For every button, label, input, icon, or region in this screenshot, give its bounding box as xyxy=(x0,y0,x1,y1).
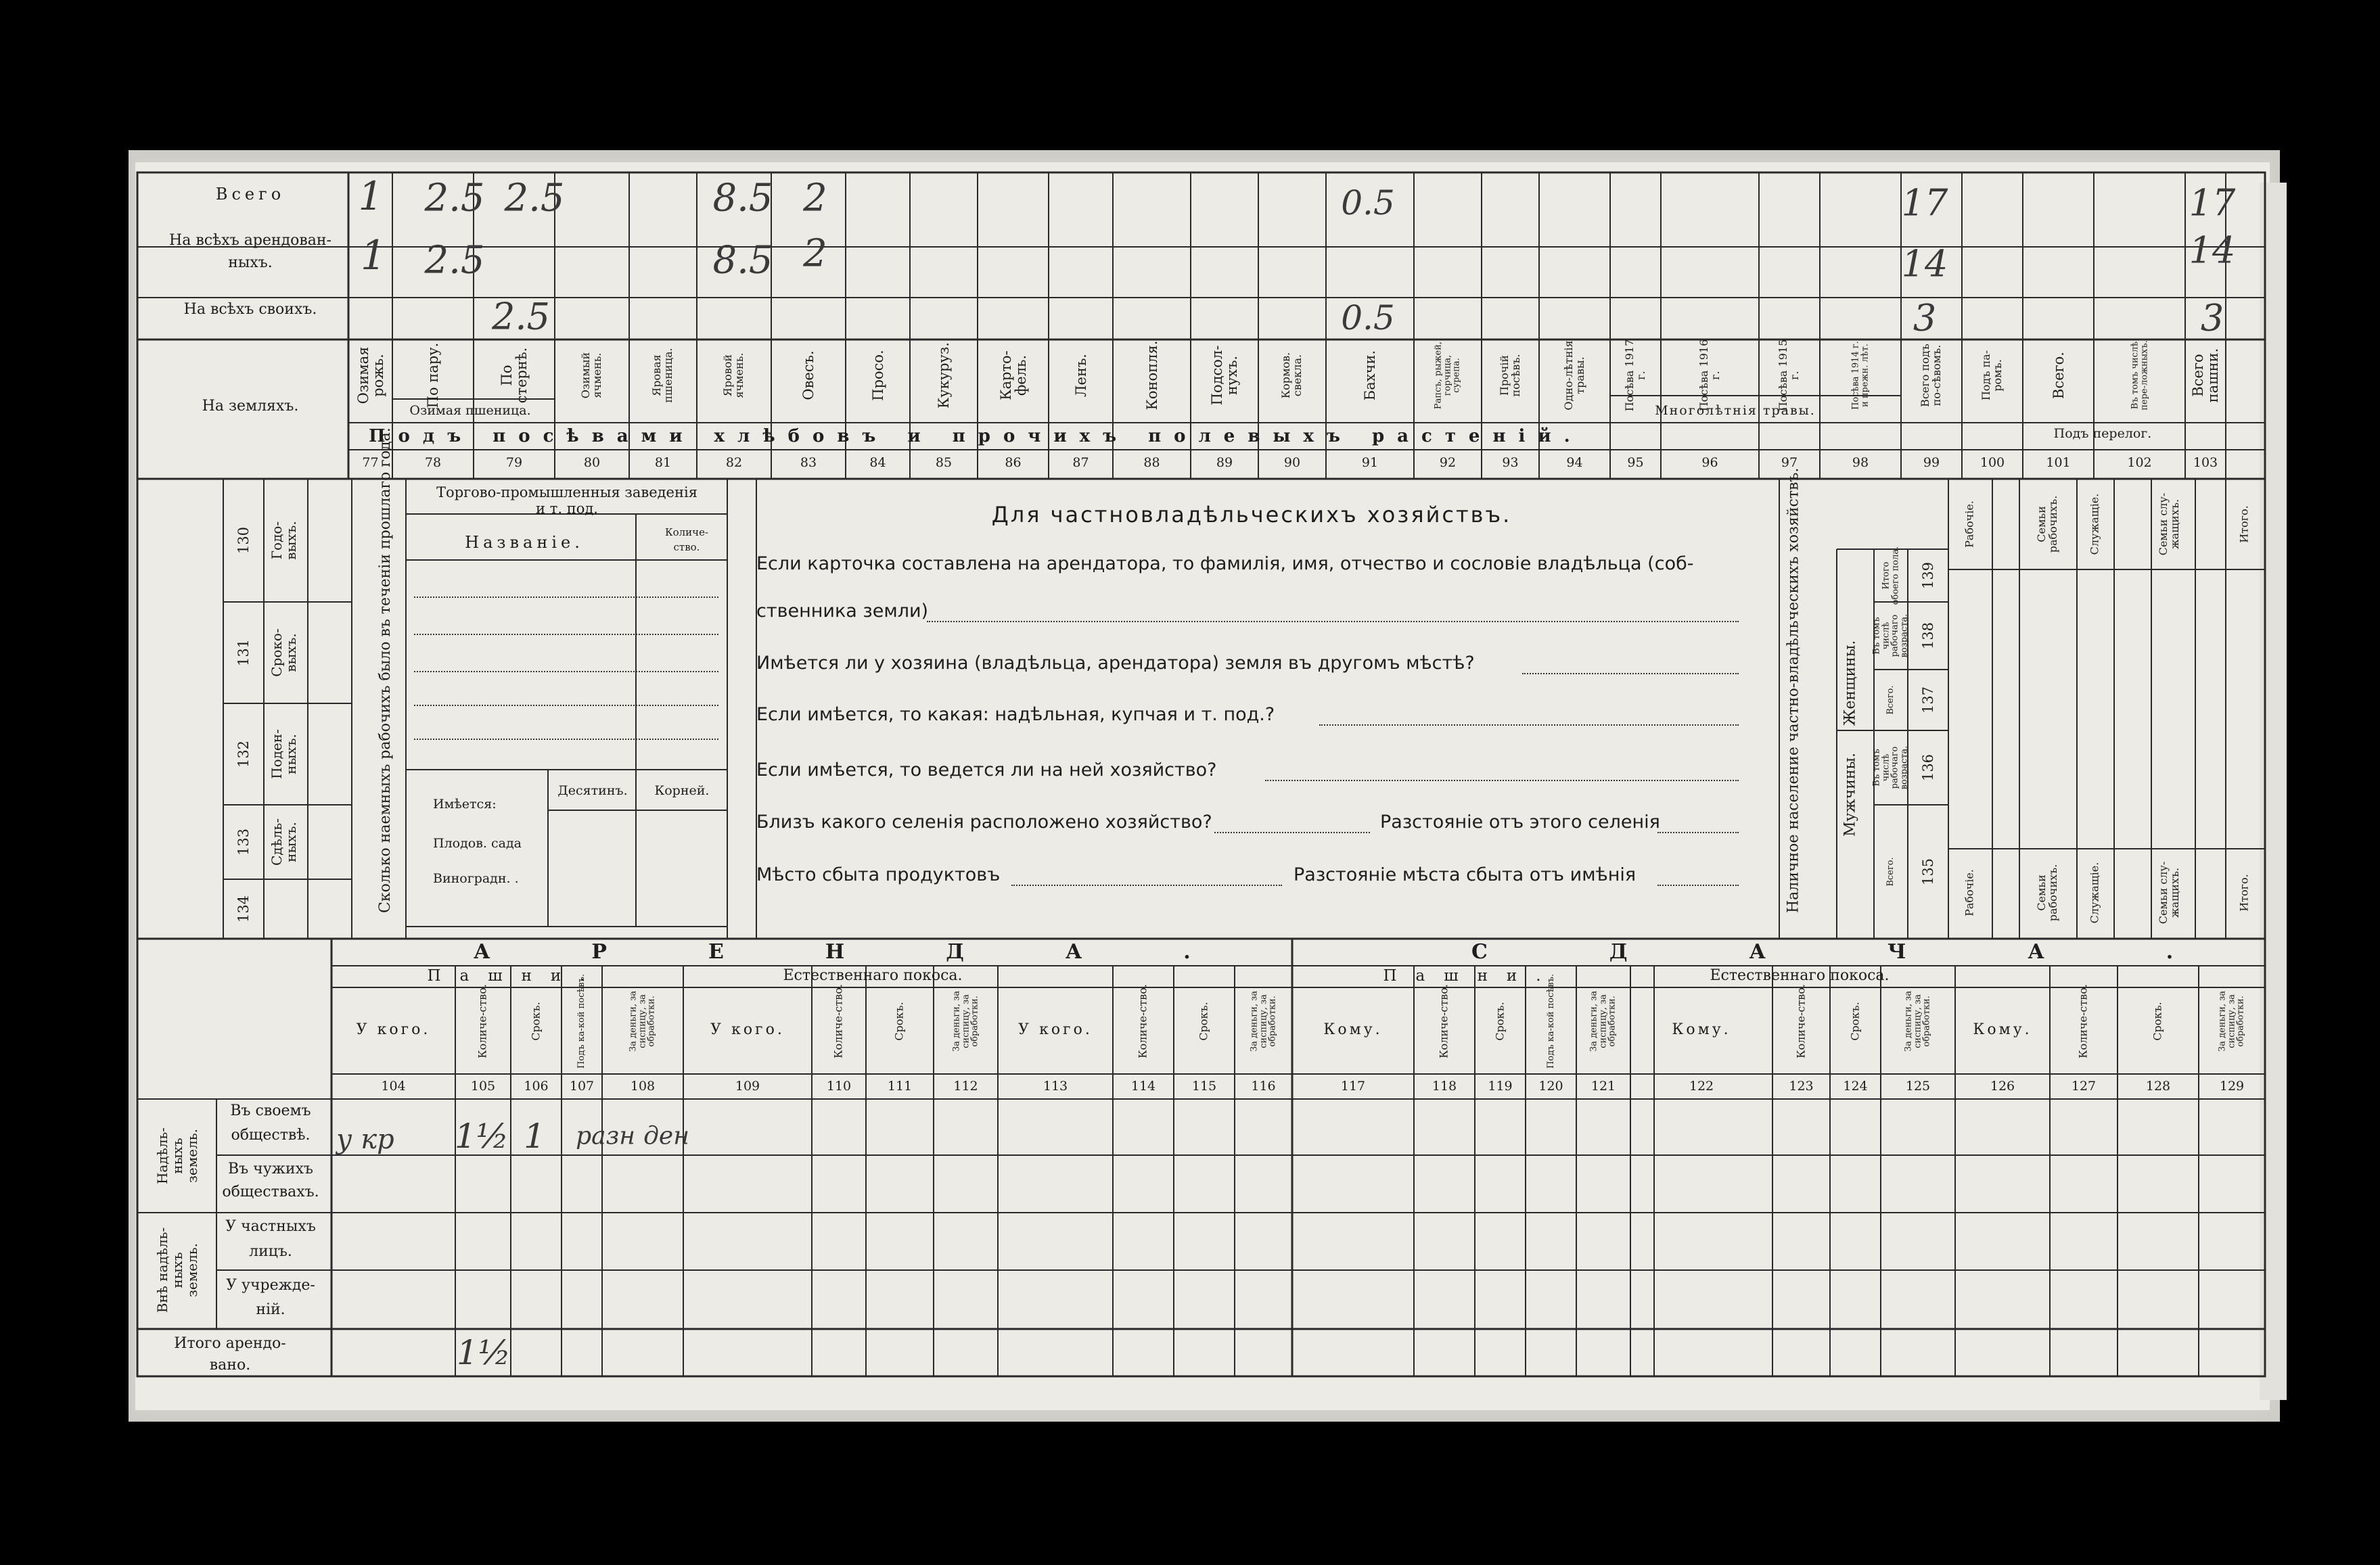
column-number-102: 102 xyxy=(2127,455,2152,470)
right-column-footer-2: Служащіе. xyxy=(2088,862,2101,924)
arenda-title: АРЕНДА. xyxy=(474,940,1292,964)
column-header-106: Срокъ. xyxy=(529,1002,543,1041)
column-number-110: 110 xyxy=(826,1079,852,1094)
row-other-societies-2: обществахъ. xyxy=(222,1184,319,1200)
column-header-127: Количе-ство. xyxy=(2076,984,2090,1058)
trade-name-header: Названіе. xyxy=(465,533,584,552)
column-number-106: 106 xyxy=(524,1079,549,1094)
row-institutions: У учрежде- xyxy=(226,1277,315,1294)
column-number-79: 79 xyxy=(505,455,523,470)
answer-line-other-land[interactable] xyxy=(1522,672,1739,674)
column-header-86: Карто-фель. xyxy=(997,350,1029,400)
column-number-130: 130 xyxy=(235,526,252,555)
column-header-124: Срокъ. xyxy=(1848,1002,1862,1041)
column-header-107: Подъ ка-кой посѣвъ. xyxy=(576,974,587,1069)
right-column-footer-0: Рабочіе. xyxy=(1963,869,1976,916)
right-column-footer-1: Семьи рабочихъ. xyxy=(2035,864,2059,922)
hand-own-91: 0.5 xyxy=(1341,298,1395,337)
hand-rented-77: 1 xyxy=(360,232,387,279)
column-header-90: Кормов. свекла. xyxy=(1279,352,1304,399)
column-number-127: 127 xyxy=(2071,1079,2097,1094)
column-number-135: 135 xyxy=(1919,858,1936,886)
question-land-kind: Если имѣется, то какая: надѣльная, купчая и т. под.? xyxy=(756,704,1275,725)
hand-total-78: 2.5 xyxy=(424,176,485,220)
men-label: Мужчины. xyxy=(1841,752,1859,837)
row-label-lands: На земляхъ. xyxy=(202,398,299,415)
column-number-134: 134 xyxy=(235,895,252,923)
sdacha-arable: Пашни. xyxy=(1383,967,1560,985)
right-column-footer-4: Итого. xyxy=(2237,874,2251,912)
answer-line-owner[interactable] xyxy=(927,620,1739,622)
column-header-112: За деньги, за сиспицу, за обработки. xyxy=(951,991,980,1052)
column-number-84: 84 xyxy=(869,455,886,470)
column-header-118: Количе-ство. xyxy=(1437,984,1450,1058)
column-header-123: Количе-ство. xyxy=(1794,984,1808,1058)
column-number-88: 88 xyxy=(1143,455,1160,470)
column-header-130: Годо-выхъ. xyxy=(269,521,299,560)
column-number-78: 78 xyxy=(424,455,442,470)
column-header-120: Подъ ка-кой посѣвъ. xyxy=(1545,974,1556,1069)
row-own-society: Въ своемъ xyxy=(230,1102,311,1119)
column-header-113: У кого. xyxy=(1018,1021,1093,1038)
sdacha-hayfield: Естественнаго покоса. xyxy=(1710,967,1890,984)
right-column-header-4: Итого. xyxy=(2237,505,2251,543)
column-number-121: 121 xyxy=(1591,1079,1616,1094)
column-number-123: 123 xyxy=(1789,1079,1814,1094)
group-non-allotment: Внѣ надѣль- ныхъ земель. xyxy=(154,1227,200,1313)
column-number-133: 133 xyxy=(235,828,252,856)
group-perennial-grass: Многолѣтнія травы. xyxy=(1655,403,1816,418)
column-header-82: Яровой ячмень. xyxy=(721,352,746,398)
column-number-115: 115 xyxy=(1191,1079,1217,1094)
column-header-101: Всего. xyxy=(2050,352,2067,399)
column-header-84: Просо. xyxy=(869,350,886,401)
column-number-97: 97 xyxy=(1781,455,1798,470)
column-number-89: 89 xyxy=(1216,455,1233,470)
column-header-102: Въ томъ числѣ пере-ложныхъ. xyxy=(2129,340,2149,411)
trade-title: Торгово-промышленныя заведенія xyxy=(436,484,697,500)
hand-rented-82: 8.5 xyxy=(712,238,773,283)
hand-total-77: 1 xyxy=(358,173,384,219)
column-number-80: 80 xyxy=(583,455,601,470)
arenda-arable: Пашни. xyxy=(427,967,604,985)
trade-qty-header: Количе- xyxy=(664,526,709,538)
row-total-rented: Итого арендо- xyxy=(174,1335,286,1352)
right-column-header-2: Служащіе. xyxy=(2088,493,2101,555)
hand-rented-78: 2.5 xyxy=(424,238,485,283)
hand-total-105: 1½ xyxy=(456,1333,511,1372)
column-header-79: По стернѣ. xyxy=(498,347,530,404)
column-header-91: Бахчи. xyxy=(1361,350,1378,401)
column-number-118: 118 xyxy=(1432,1079,1457,1094)
column-header-128: Срокъ. xyxy=(2151,1002,2164,1041)
question-market-distance: Разстояніе мѣста сбыта отъ имѣнія xyxy=(1294,864,1637,885)
column-number-112: 112 xyxy=(953,1079,978,1094)
hand-own-society-108: ден xyxy=(643,1122,689,1150)
column-number-125: 125 xyxy=(1905,1079,1931,1094)
has-label: Имѣется: xyxy=(433,797,497,812)
column-header-137: Всего. xyxy=(1885,685,1896,715)
column-header-103: Всего пашни. xyxy=(2189,348,2221,403)
orchards-label: Плодов. сада xyxy=(433,836,522,851)
women-label: Женщины. xyxy=(1841,640,1859,726)
row-label-rented-2: ныхъ. xyxy=(228,254,273,271)
trade-title-2: и т. под. xyxy=(536,500,598,517)
vineyards-label: Виноградн. . xyxy=(433,871,519,886)
right-column-header-1: Семьи рабочихъ. xyxy=(2035,495,2059,553)
row-label-total: Всего xyxy=(215,185,285,204)
column-number-132: 132 xyxy=(235,740,252,768)
column-header-97: Посѣва 1915 г. xyxy=(1777,339,1801,412)
hand-total-99: 17 xyxy=(1901,181,1948,225)
column-number-90: 90 xyxy=(1283,455,1301,470)
column-header-122: Кому. xyxy=(1672,1021,1731,1038)
hand-own-society-105: 1½ xyxy=(454,1117,509,1156)
right-column-header-0: Рабочіе. xyxy=(1963,500,1976,548)
column-number-77: 77 xyxy=(362,455,379,470)
column-number-96: 96 xyxy=(1701,455,1718,470)
hand-total-82: 8.5 xyxy=(712,176,773,220)
column-number-93: 93 xyxy=(1502,455,1519,470)
column-header-136: Въ томъ числѣ рабочаго возраста. xyxy=(1871,745,1910,790)
column-number-137: 137 xyxy=(1919,686,1936,714)
right-column-footer-3: Семьи слу-жащихъ. xyxy=(2157,861,2181,925)
answer-line-village-distance[interactable] xyxy=(1657,831,1739,833)
answer-line-farming[interactable] xyxy=(1265,778,1739,781)
column-header-85: Кукуруз. xyxy=(935,342,952,409)
column-number-116: 116 xyxy=(1251,1079,1276,1094)
column-header-78: По пару. xyxy=(424,342,441,408)
column-header-80: Озимый ячмень. xyxy=(579,352,603,399)
column-header-96: Посѣва 1916 г. xyxy=(1697,339,1722,412)
column-number-109: 109 xyxy=(735,1079,760,1094)
answer-line-market-distance[interactable] xyxy=(1657,883,1739,886)
trade-qty-header-2: ство. xyxy=(673,541,700,553)
column-number-82: 82 xyxy=(725,455,743,470)
row-other-societies: Въ чужихъ xyxy=(228,1161,313,1177)
hand-rented-83: 2 xyxy=(803,231,827,276)
hand-rented-103: 14 xyxy=(2189,229,2236,272)
column-number-113: 113 xyxy=(1043,1079,1068,1094)
answer-line-market[interactable] xyxy=(1011,883,1282,886)
column-header-126: Кому. xyxy=(1973,1021,2032,1038)
column-number-124: 124 xyxy=(1843,1079,1868,1094)
column-number-81: 81 xyxy=(654,455,672,470)
hand-own-society-106: 1 xyxy=(524,1117,545,1156)
column-number-126: 126 xyxy=(1990,1079,2015,1094)
hand-total-91: 0.5 xyxy=(1341,183,1395,223)
question-other-land: Имѣется ли у хозяина (владѣльца, арендатора) земля въ другомъ мѣстѣ? xyxy=(756,653,1475,674)
column-header-77: Озимая рожь. xyxy=(354,346,386,404)
group-winter-wheat: Озимая пшеница. xyxy=(409,403,531,418)
sdacha-title: СДАЧА. xyxy=(1471,940,2295,964)
row-own-society-2: обществѣ. xyxy=(231,1127,311,1144)
column-header-92: Рапсъ, рыжей, горчица, сурепа. xyxy=(1433,341,1462,410)
question-owner-2: ственника земли) xyxy=(756,601,929,622)
trade-entry-line[interactable] xyxy=(414,632,718,635)
banner-crops: Подъ посѣвами хлѣбовъ и прочихъ полевыхъ растеній. xyxy=(369,426,1583,446)
column-header-131: Сроко-выхъ. xyxy=(269,628,299,677)
column-header-125: За деньги, за сиспицу, за обработки. xyxy=(1903,991,1932,1052)
column-number-119: 119 xyxy=(1488,1079,1513,1094)
hand-total-83: 2 xyxy=(803,176,827,220)
column-header-111: Срокъ. xyxy=(892,1002,906,1041)
column-number-99: 99 xyxy=(1923,455,1940,470)
right-column-header-3: Семьи слу-жащихъ. xyxy=(2157,492,2181,556)
column-number-83: 83 xyxy=(800,455,817,470)
column-header-135: Всего. xyxy=(1885,857,1896,887)
roots-header: Корней. xyxy=(654,783,710,798)
column-number-122: 122 xyxy=(1689,1079,1714,1094)
trade-entry-line[interactable] xyxy=(414,670,718,672)
trade-entry-line[interactable] xyxy=(414,595,718,598)
question-farming: Если имѣется, то ведется ли на ней хозяйство? xyxy=(756,760,1217,780)
row-total-rented-2: вано. xyxy=(209,1357,251,1374)
column-number-104: 104 xyxy=(381,1079,406,1094)
column-header-99: Всего подъ по-сѣвомъ. xyxy=(1919,344,1943,407)
hand-own-99: 3 xyxy=(1913,296,1937,340)
column-header-89: Подсол-нухъ. xyxy=(1208,345,1240,406)
column-header-95: Посѣва 1917 г. xyxy=(1622,339,1647,412)
group-allotment: Надѣль- ныхъ земель. xyxy=(154,1127,200,1185)
question-owner: Если карточка составлена на арендатора, то фамилія, имя, отчество и сословіе владѣльца (соб- xyxy=(756,553,1694,574)
column-header-105: Количе-ство. xyxy=(476,984,489,1058)
group-fallow: Подъ перелог. xyxy=(2053,426,2152,441)
hand-own-society-107: разн xyxy=(576,1122,635,1150)
column-number-111: 111 xyxy=(887,1079,913,1094)
column-number-138: 138 xyxy=(1919,622,1936,650)
column-header-115: Срокъ. xyxy=(1197,1002,1210,1041)
column-header-110: Количе-ство. xyxy=(831,984,845,1058)
column-header-132: Поден-ныхъ. xyxy=(269,729,299,779)
column-number-86: 86 xyxy=(1005,455,1022,470)
question-village: Близъ какого селенія расположено хозяйство? xyxy=(756,812,1212,833)
arenda-hayfield: Естественнаго покоса. xyxy=(783,967,963,984)
column-number-139: 139 xyxy=(1919,561,1936,590)
column-header-116: За деньги, за сиспицу, за обработки. xyxy=(1249,991,1278,1052)
column-header-83: Овесъ. xyxy=(800,350,817,400)
hand-own-society-104: у кр xyxy=(336,1124,394,1155)
row-private: У частныхъ xyxy=(225,1218,316,1235)
column-number-100: 100 xyxy=(1979,455,2005,470)
column-header-98: Посѣва 1914 г. и прежн. лѣт. xyxy=(1850,341,1870,410)
column-number-136: 136 xyxy=(1919,753,1936,782)
column-number-128: 128 xyxy=(2145,1079,2171,1094)
column-number-101: 101 xyxy=(2046,455,2071,470)
column-header-129: За деньги, за сиспицу, за обработки. xyxy=(2217,991,2246,1052)
row-private-2: лицъ. xyxy=(249,1243,292,1260)
column-number-117: 117 xyxy=(1340,1079,1366,1094)
column-number-91: 91 xyxy=(1361,455,1379,470)
hand-own-79: 2.5 xyxy=(492,295,550,338)
column-header-104: У кого. xyxy=(356,1021,431,1038)
column-number-103: 103 xyxy=(2193,455,2218,470)
question-village-distance: Разстояніе отъ этого селенія xyxy=(1380,812,1660,833)
row-label-own: На всѣхъ своихъ. xyxy=(183,301,317,318)
answer-line-village[interactable] xyxy=(1214,831,1370,833)
column-header-93: Прочій посѣвъ. xyxy=(1497,354,1522,397)
trade-entry-line[interactable] xyxy=(414,703,718,706)
column-number-131: 131 xyxy=(235,638,252,667)
column-number-120: 120 xyxy=(1538,1079,1563,1094)
column-header-138: Въ томъ числѣ рабочаго возраста. xyxy=(1871,613,1910,658)
hand-rented-99: 14 xyxy=(1901,242,1948,285)
answer-line-land-kind[interactable] xyxy=(1319,723,1739,726)
column-number-107: 107 xyxy=(569,1079,595,1094)
column-header-117: Кому. xyxy=(1323,1021,1383,1038)
workers-title: Сколько наемныхъ рабочихъ было въ теченіи прошлаго года. xyxy=(377,427,394,913)
column-header-88: Конопля. xyxy=(1143,340,1160,411)
column-number-98: 98 xyxy=(1852,455,1869,470)
dessiatin-header: Десятинъ. xyxy=(557,783,628,798)
column-number-105: 105 xyxy=(470,1079,496,1094)
column-number-114: 114 xyxy=(1130,1079,1156,1094)
population-title: Наличное население частно-владѣльческихъ хозяйствъ. xyxy=(1785,467,1802,913)
column-header-100: Подъ па-ромъ. xyxy=(1979,350,2004,401)
column-header-87: Ленъ. xyxy=(1072,354,1089,397)
hand-total-103: 17 xyxy=(2189,181,2236,225)
column-number-129: 129 xyxy=(2219,1079,2245,1094)
column-number-95: 95 xyxy=(1627,455,1644,470)
column-header-109: У кого. xyxy=(710,1021,785,1038)
hand-own-103: 3 xyxy=(2200,296,2224,340)
hand-total-79: 2.5 xyxy=(504,176,565,220)
trade-entry-line[interactable] xyxy=(414,737,718,740)
column-header-121: За деньги, за сиспицу, за обработки. xyxy=(1588,991,1618,1052)
column-number-108: 108 xyxy=(630,1079,656,1094)
column-header-94: Одно-лѣтнія травы. xyxy=(1561,340,1586,411)
column-header-133: Сдѣль-ныхъ. xyxy=(269,818,299,866)
column-header-119: Срокъ. xyxy=(1493,1002,1507,1041)
private-title: Для частновладѣльческихъ хозяйствъ. xyxy=(991,502,1512,528)
column-number-85: 85 xyxy=(935,455,953,470)
column-header-81: Яровая пшеница. xyxy=(650,348,674,403)
row-institutions-2: ній. xyxy=(256,1301,285,1318)
column-number-94: 94 xyxy=(1566,455,1583,470)
column-number-87: 87 xyxy=(1072,455,1089,470)
question-market: Мѣсто сбыта продуктовъ xyxy=(756,864,1001,885)
row-label-rented: На всѣхъ арендован- xyxy=(169,232,331,249)
column-header-108: За деньги, за сиспицу, за обработки. xyxy=(628,991,657,1052)
column-number-92: 92 xyxy=(1439,455,1457,470)
column-header-114: Количе-ство. xyxy=(1136,984,1149,1058)
column-header-139: Итого обоего пола. xyxy=(1881,546,1900,605)
